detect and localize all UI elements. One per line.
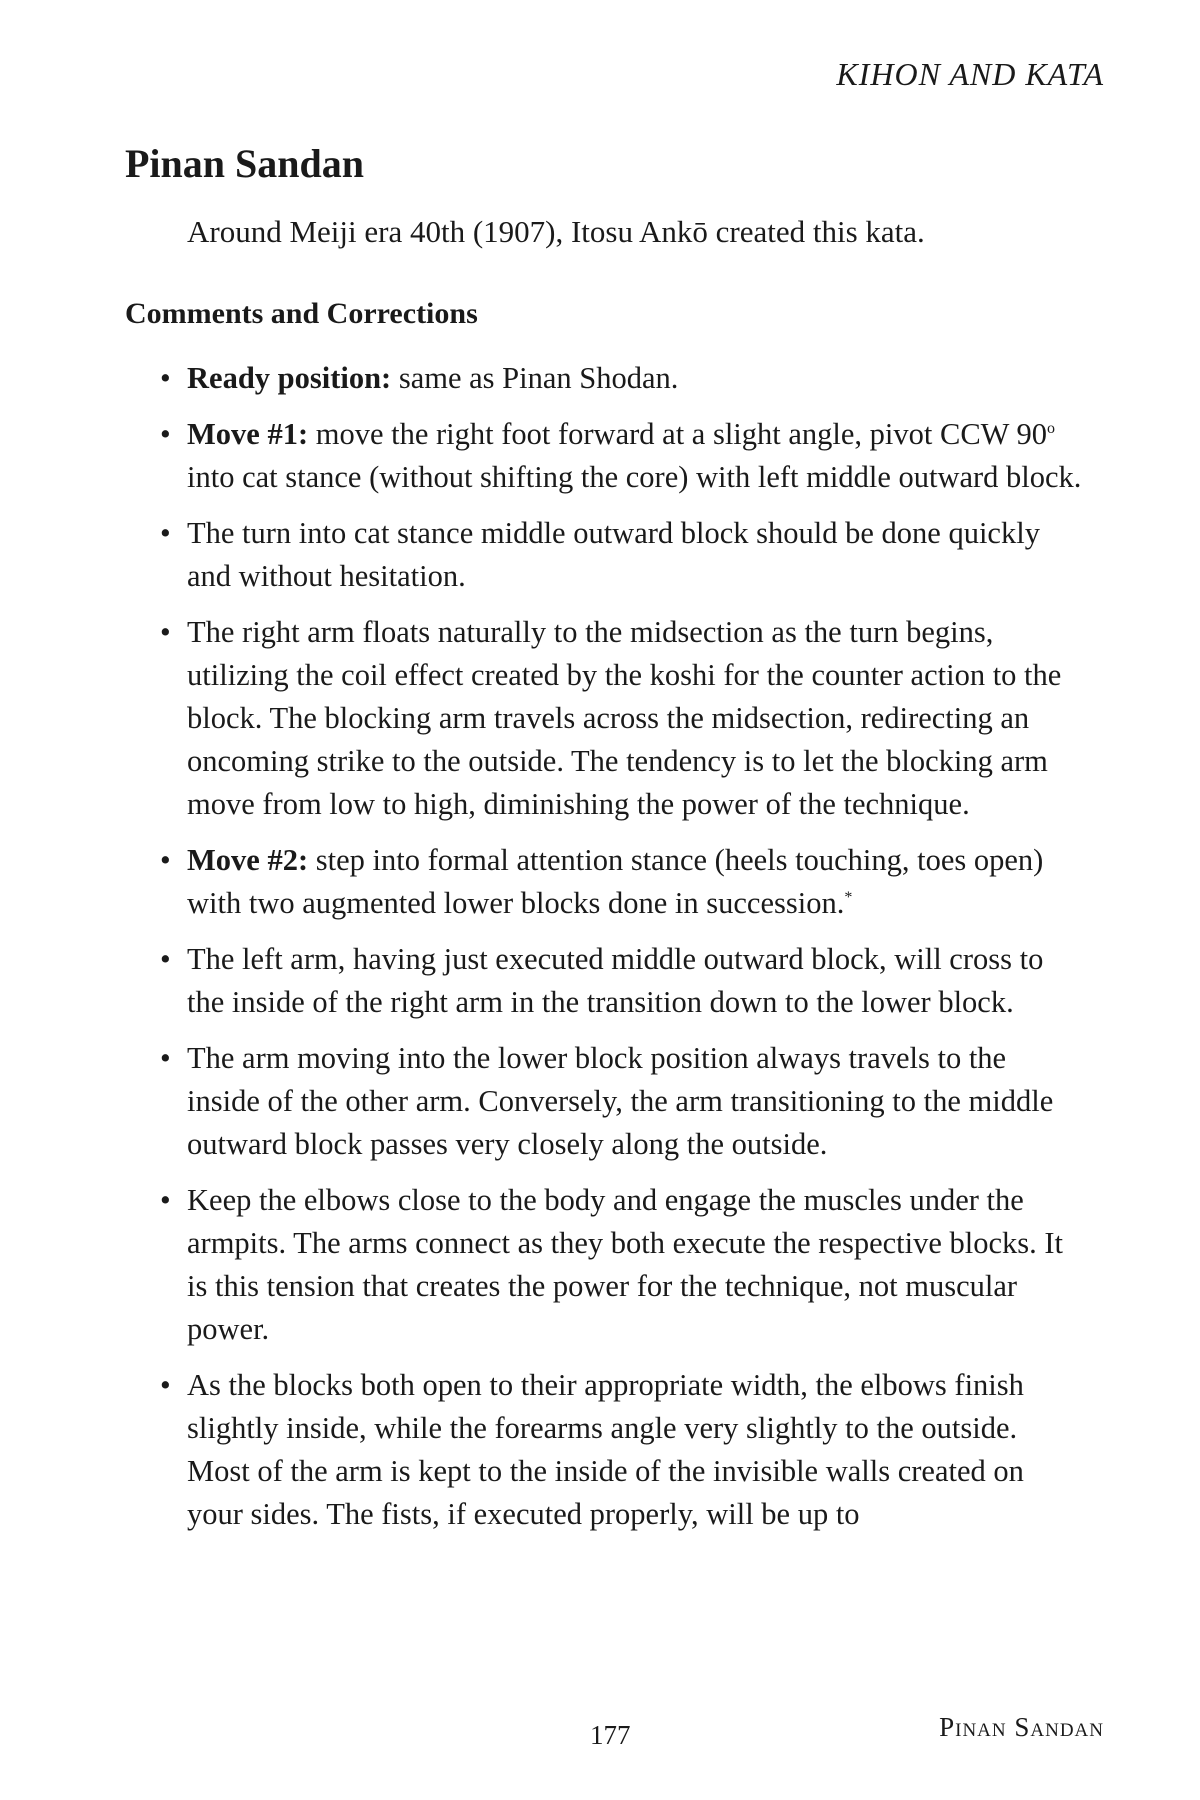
page-number: 177	[590, 1720, 631, 1750]
footnote-marker: *	[844, 888, 853, 906]
bullet-label: Ready position:	[187, 361, 392, 395]
bullet-list	[160, 357, 1082, 1549]
bullet-item	[160, 357, 1082, 400]
footer-section-title: Pinan Sandan	[939, 1712, 1104, 1742]
bullet-text: same as Pinan Shodan.	[391, 361, 679, 395]
degree-superscript: o	[1047, 419, 1056, 437]
bullet-glyph: •	[160, 516, 171, 550]
bullet-item	[160, 611, 1082, 826]
bullet-text: As the blocks both open to their appropriate width, the elbows finish slightly inside, while the forearms angle very slightly to the outside. Most of the arm is kept to the inside of the invisible walls created on your sides. The fists, if executed properly, will be up to	[187, 1368, 1024, 1531]
bullet-item	[160, 413, 1082, 499]
bullet-text: The arm moving into the lower block position always travels to the inside of the other arm. Conversely, the arm transitioning to the middle outward block passes very closely along the outside.	[187, 1041, 1054, 1161]
bullet-glyph: •	[160, 843, 171, 877]
bullet-glyph: •	[160, 1183, 171, 1217]
bullet-text: step into formal attention stance (heels touching, toes open) with two augmented lower blocks done in succession.	[187, 843, 1044, 920]
bullet-label: Move #1:	[187, 417, 309, 451]
bullet-item	[160, 938, 1082, 1024]
subheading: Comments and Corrections	[125, 297, 478, 330]
bullet-text: move the right foot forward at a slight angle, pivot CCW 90	[308, 417, 1048, 451]
bullet-text: into cat stance (without shifting the core) with left middle outward block.	[187, 460, 1082, 494]
bullet-glyph: •	[160, 361, 171, 395]
bullet-item	[160, 1364, 1082, 1536]
bullet-glyph: •	[160, 1368, 171, 1402]
bullet-item	[160, 512, 1082, 598]
bullet-text: The left arm, having just executed middle outward block, will cross to the inside of the right arm in the transition down to the lower block.	[187, 942, 1044, 1019]
bullet-item	[160, 1179, 1082, 1351]
bullet-label: Move #2:	[187, 843, 309, 877]
bullet-item	[160, 839, 1082, 925]
bullet-text: The right arm floats naturally to the midsection as the turn begins, utilizing the coil effect created by the koshi for the counter action to the block. The blocking arm travels across the midsection, redirecting an oncoming strike to the outside. The tendency is to let the blocking arm move from low to high, diminishing the power of the technique.	[187, 615, 1062, 821]
bullet-item	[160, 1037, 1082, 1166]
bullet-glyph: •	[160, 417, 171, 451]
bullet-text: Keep the elbows close to the body and engage the muscles under the armpits. The arms connect as they both execute the respective blocks. It is this tension that creates the power for the technique, not muscular power.	[187, 1183, 1064, 1346]
bullet-glyph: •	[160, 942, 171, 976]
section-title: Pinan Sandan	[125, 141, 365, 186]
running-head: KIHON AND KATA	[836, 56, 1104, 92]
bullet-glyph: •	[160, 1041, 171, 1075]
intro-paragraph: Around Meiji era 40th (1907), Itosu Ankō created this kata.	[187, 214, 925, 249]
bullet-text: The turn into cat stance middle outward block should be done quickly and without hesitation.	[187, 516, 1040, 593]
bullet-glyph: •	[160, 615, 171, 649]
